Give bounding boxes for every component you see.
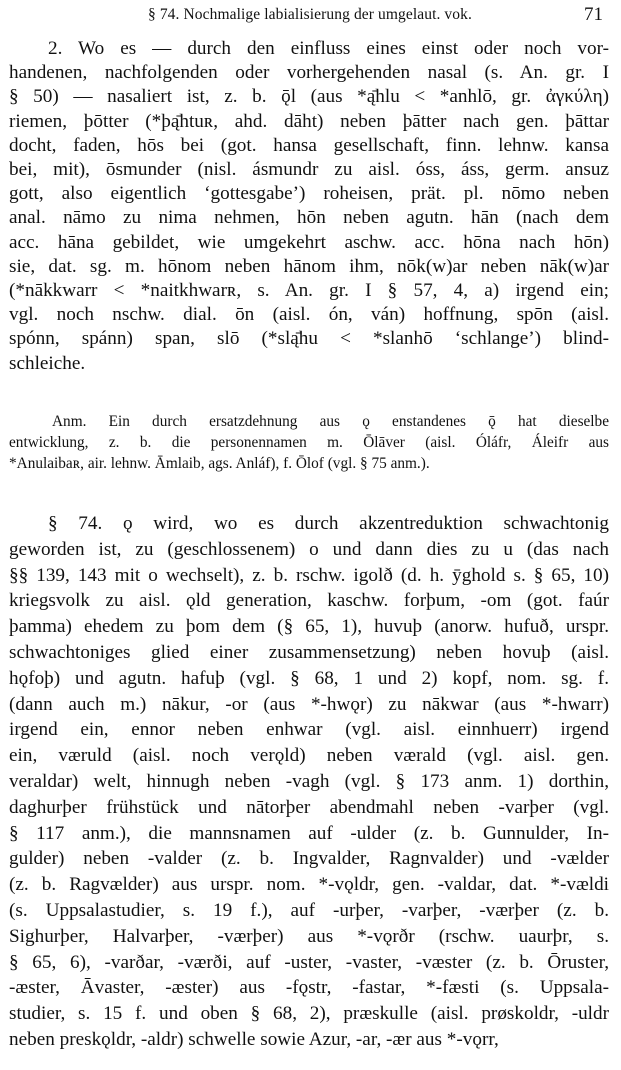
- p2-line: 2. Wo es — durch den einfluss eines einst oder noch vor-: [48, 38, 609, 59]
- s74-line: § 117 anm.), die mannsnamen auf -ulder (z. b. Gunnulder, In-: [9, 822, 609, 844]
- s74-line: § 65, 6), -varðar, -værði, auf -uster, -vaster, -væster (z. b. Ōruster,: [9, 951, 609, 973]
- p2-line: acc. hāna gebildet, wie umgekehrt aschw. acc. hōna nach hōn): [9, 231, 609, 253]
- p2-line: riemen, þōtter (*þą̄htuʀ, ahd. dāht) neben þātter nach gen. þāttar: [9, 110, 609, 132]
- s74-line: §§ 139, 143 mit o wechselt), z. b. rschw. igolð (d. h. ȳghold s. § 65, 10): [9, 564, 609, 586]
- s74-line: geworden ist, zu (geschlossenem) o und dann dies zu u (das nach: [9, 538, 609, 560]
- s74-line: (dann auch m.) nākur, -or (aus *-hwǫr) zu nākwar (aus *-hwarr): [9, 693, 609, 715]
- s74-line: Sighurþer, Halvarþer, -værþer) aus *-vǫrðr (rschw. uaurþr, s.: [9, 925, 609, 947]
- s74-line: hǫfoþ) und agutn. hafuþ (vgl. § 68, 1 und 2) kopf, nom. sg. f.: [9, 667, 609, 689]
- running-head: [0, 4, 621, 26]
- s74-line: studier, s. 15 f. und oben § 68, 2), præskulle (aisl. prøskoldr, -uldr: [9, 1003, 609, 1025]
- anm-line: *Anulaibaʀ, air. lehnw. Āmlaib, ags. Anláf), f. Ōlof (vgl. § 75 anm.).: [9, 455, 430, 472]
- p2-line: spónn, spánn) span, slō (*slą̄hu < *slanhō ‘schlange’) blind-: [9, 328, 609, 350]
- p2-line: (*nākkwarr < *naitkhwarʀ, s. An. gr. I § 57, 4, a) irgend ein;: [9, 280, 609, 301]
- s74-line: veraldar) welt, hinnugh neben -vagh (vgl. § 173 anm. 1) dorthin,: [9, 771, 609, 792]
- anm-line: entwicklung, z. b. die personennamen m. Ōlāver (aisl. Óláfr, Áleifr aus: [9, 434, 609, 451]
- running-head-title: § 74. Nochmalige labialisierung der umgelaut. vok.: [148, 6, 472, 23]
- anm-line: Anm. Ein durch ersatzdehnung aus ǫ enstandenes ǭ hat dieselbe: [52, 413, 609, 430]
- s74-line: irgend ein, ennor neben enhwar (vgl. aisl. einnhuerr) irgend: [9, 719, 609, 741]
- s74-line: neben preskǫldr, -aldr) schwelle sowie Azur, -ar, -ær aus *-vǫrr,: [9, 1029, 499, 1050]
- p2-line: sie, dat. sg. m. hōnom neben hānom ihm, nōk(w)ar neben nāk(w)ar: [9, 255, 609, 277]
- s74-line: ein, væruld (aisl. noch verǫld) neben værald (vgl. aisl. gen.: [9, 745, 609, 767]
- p2-line: gott, also eigentlich ‘gottesgabe’) roheisen, prät. pl. nōmo neben: [9, 183, 609, 205]
- s74-line: þamma) ehedem zu þom dem (§ 65, 1), huvuþ (anorw. hufuð, urspr.: [9, 616, 609, 638]
- s74-line: gulder) neben -valder (z. b. Ingvalder, Ragnvalder) und -vælder: [9, 848, 609, 870]
- p2-line: vgl. noch nschw. dial. ōn (aisl. ón, ván) hoffnung, spōn (aisl.: [9, 304, 609, 326]
- p2-line: anal. nāmo zu nima nehmen, hōn neben agutn. hān (nach dem: [9, 207, 609, 229]
- s74-line: -æster, Āvaster, -æster) aus -fǫstr, -fastar, *-fæsti (s. Uppsala-: [9, 977, 609, 999]
- p2-line: docht, faden, hōs bei (got. hansa gesellschaft, finn. lehnw. kansa: [9, 134, 609, 156]
- s74-line: (z. b. Ragvælder) aus urspr. nom. *-vǫldr, gen. -valdar, dat. *-vældi: [9, 874, 609, 896]
- s74-line: schwachtoniges glied einer zusammensetzung) neben hovuþ (aisl.: [9, 642, 609, 663]
- p2-line: § 50) — nasaliert ist, z. b. ǭl (aus *ą̄hlu < *anhlō, gr. ἀγκύλη): [9, 86, 609, 108]
- p2-line: bei, mit), ōsmunder (nisl. ásmundr zu aisl. óss, áss, germ. ansuz: [9, 159, 609, 180]
- s74-line: kriegsvolk zu aisl. ǫld generation, kaschw. forþum, -om (got. faúr: [9, 590, 609, 612]
- s74-line: § 74. ǫ wird, wo es durch akzentreduktion schwachtonig: [48, 513, 609, 534]
- s74-line: (s. Uppsalastudier, s. 19 f.), auf -urþer, -varþer, -værþer (z. b.: [9, 900, 609, 921]
- s74-line: daghurþer frühstück und nātorþer abendmahl neben -varþer (vgl.: [9, 796, 609, 818]
- p2-line: handenen, nachfolgenden oder vorhergehenden nasal (s. An. gr. I: [9, 62, 609, 84]
- page-number: 71: [584, 4, 603, 25]
- p2-line: schleiche.: [9, 352, 86, 374]
